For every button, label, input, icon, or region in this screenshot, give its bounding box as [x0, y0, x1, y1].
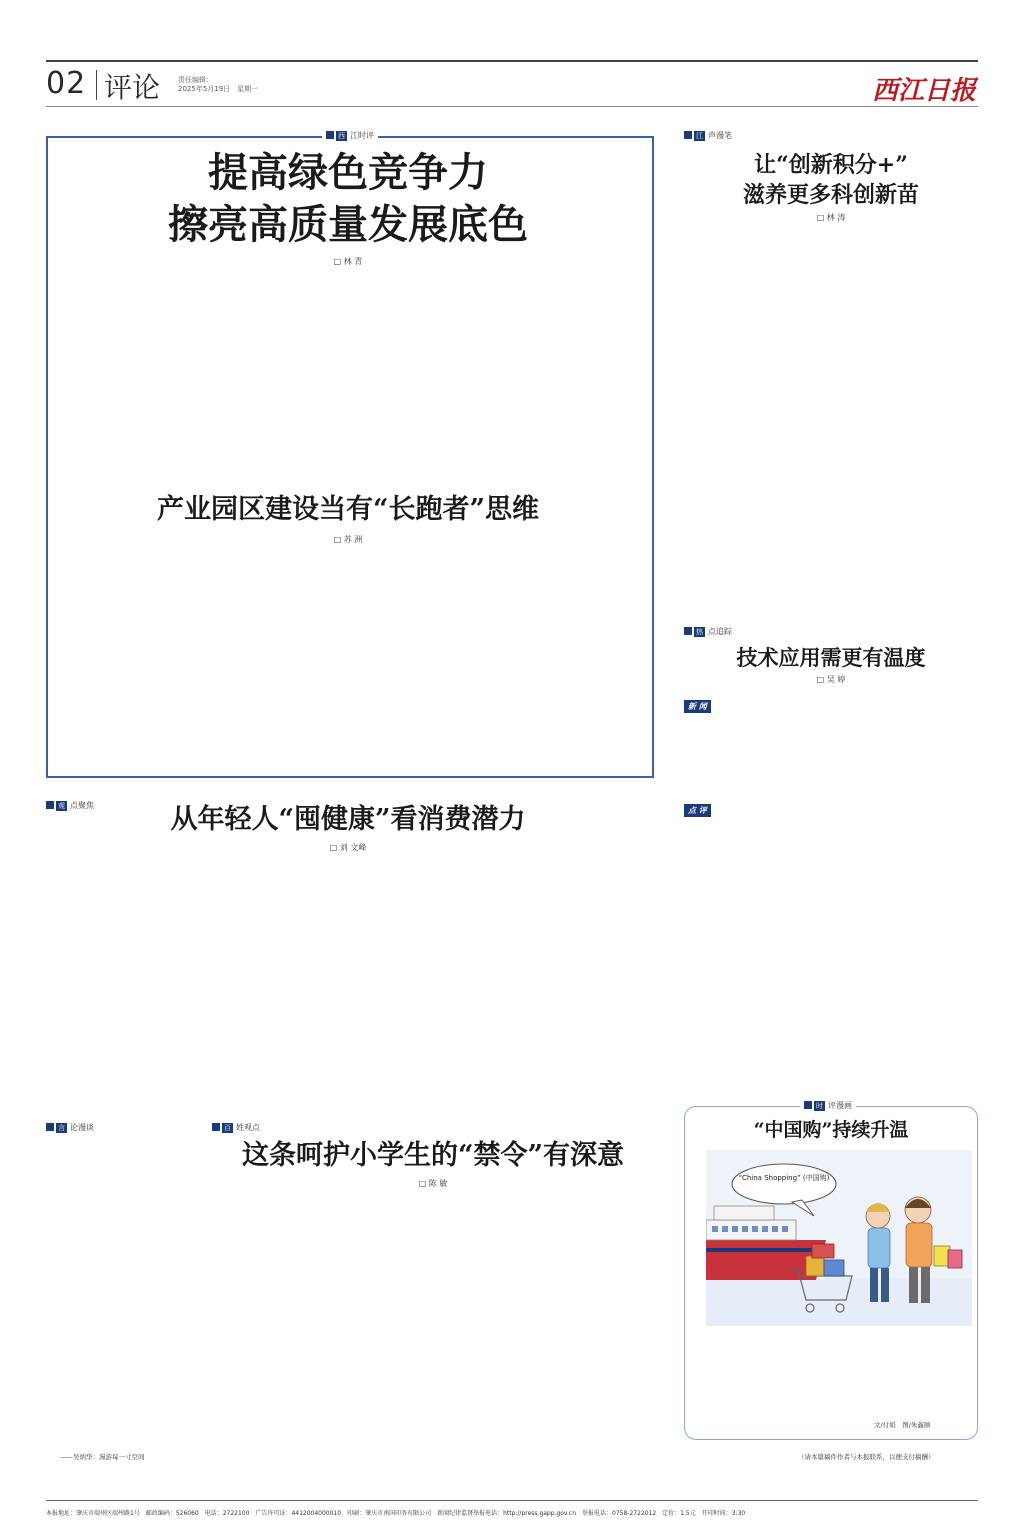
sci-headline-line1: 让“创新积分+” [754, 152, 908, 178]
kicker-square-icon [684, 131, 692, 139]
tech-news-summary [736, 694, 826, 778]
youth-byline: □ 刘 文峰 [329, 843, 367, 852]
park-body-col-4 [416, 552, 528, 766]
lead-body-col-4 [416, 276, 528, 472]
sci-byline: □ 林 涛 [816, 213, 846, 222]
kicker-square-icon [684, 627, 692, 635]
youth-body-col-4 [416, 862, 528, 1094]
header-bottom-rule [46, 106, 978, 107]
cartoon-caption-col-1 [706, 1334, 832, 1430]
kicker-text: 声漫笔 [708, 131, 732, 140]
author-contact-note: （请本篇稿件作者与本报联系，以便支付稿酬） [798, 1453, 935, 1461]
park-byline: □ 苏 洲 [333, 535, 363, 544]
lead-body-col-1 [56, 276, 168, 472]
cartoon-title: “中国购”持续升温 [753, 1119, 909, 1141]
kicker-text: 点聚焦 [70, 801, 94, 810]
page-number: 02 [46, 66, 87, 101]
sci-headline-line2: 滋养更多科创新苗 [742, 182, 919, 208]
news-label [684, 694, 711, 713]
lead-headline-line2: 擦亮高质量发展底色 [168, 201, 528, 248]
school-body-col-2 [338, 1196, 440, 1466]
kicker-tag: 观 [58, 802, 65, 810]
left-col-kicker [46, 1122, 94, 1133]
editor-info [178, 76, 258, 94]
youth-body-col-1 [56, 862, 168, 1094]
cartoon-illustration [706, 1150, 972, 1326]
school-body-col-4 [562, 1196, 664, 1466]
kicker-square-icon [46, 1123, 54, 1131]
header-top-rule [46, 60, 978, 62]
school-body-col-3 [450, 1196, 552, 1466]
park-body-col-5 [536, 552, 644, 766]
youth-body-col-5 [536, 862, 648, 1094]
lead-body-col-2 [176, 276, 288, 472]
comment-label-text: 点 评 [684, 804, 711, 817]
news-label-text: 新 闻 [684, 700, 711, 713]
youth-body-col-3 [296, 862, 408, 1094]
footer-rule [46, 1500, 978, 1501]
kicker-tag: 西 [338, 132, 345, 140]
cartoon-caption-col-2 [840, 1334, 970, 1418]
school-body-col-1 [226, 1196, 328, 1466]
kicker-square-icon [326, 131, 334, 139]
left-col-signoff: ——吴炳华：漫游每一寸空间 [60, 1453, 145, 1461]
sci-body-col-2 [786, 230, 874, 606]
sci-body-col-1 [686, 230, 774, 606]
masthead-logo: 西江日报 [871, 76, 976, 106]
youth-body-col-2 [176, 862, 288, 1094]
left-col-body [56, 1142, 184, 1444]
kicker-square-icon [804, 1101, 812, 1109]
comment-label [684, 798, 711, 817]
school-kicker [212, 1122, 260, 1133]
park-body-col-2 [176, 552, 288, 766]
kicker-text: 点追踪 [708, 627, 732, 636]
park-body-col-1 [56, 552, 168, 766]
school-headline: 这条呵护小学生的“禁令”有深意 [241, 1140, 625, 1171]
section-title: 评论 [104, 71, 161, 104]
date-line: 2025年5月19日 星期一 [178, 85, 259, 93]
kicker-tag: 热 [696, 628, 703, 636]
kicker-tag: 时 [816, 1102, 823, 1110]
tech-body-col-1 [736, 798, 826, 1070]
editor-line: 责任编辑： [178, 76, 213, 84]
kicker-tag: 言 [58, 1124, 65, 1132]
tech-kicker [684, 626, 732, 637]
park-headline: 产业园区建设当有“长跑者”思维 [156, 494, 540, 525]
kicker-text: 姓观点 [236, 1123, 260, 1132]
footer-info: 本报地址：肇庆市端州区端州路1号 邮政编码：526060 电话：2722100 广告许可证：4412004000010 印刷：肇庆市南国印务有限公司 新闻纪律监督举报电话：http://press.gapp.gov.cn 举报电话：0758-2722012 定价：1.5元 开印时间：3:30 [46, 1510, 746, 1517]
lead-kicker [322, 130, 378, 141]
youth-headline: 从年轻人“囤健康”看消费潜力 [170, 804, 526, 835]
kicker-text: 论漫谈 [70, 1123, 94, 1132]
park-body-col-3 [296, 552, 408, 766]
tech-body-col-2 [836, 694, 976, 1070]
lead-headline-line1: 提高绿色竞争力 [208, 149, 488, 196]
lead-body-col-5 [536, 276, 644, 472]
cartoon-signoff: 文/付娟 图/朱鑫顺 [874, 1421, 931, 1429]
sci-body-col-3 [886, 230, 976, 606]
cartoon-speech: “China Shopping” (中国购) [738, 1174, 830, 1182]
cartoon-kicker [800, 1100, 856, 1111]
header-divider [96, 70, 97, 100]
tech-headline: 技术应用需更有温度 [736, 645, 926, 670]
kicker-text: 评漫画 [828, 1101, 852, 1110]
kicker-text: 江时评 [350, 131, 374, 140]
kicker-tag: 江 [696, 132, 703, 140]
kicker-tag: 百 [224, 1124, 231, 1132]
sci-kicker [684, 130, 732, 141]
kicker-square-icon [212, 1123, 220, 1131]
tech-byline: □ 吴 婷 [816, 675, 846, 684]
school-byline: □ 陈 敏 [418, 1179, 448, 1188]
lead-body-col-3 [296, 276, 408, 472]
lead-byline: □ 林 青 [333, 257, 363, 266]
